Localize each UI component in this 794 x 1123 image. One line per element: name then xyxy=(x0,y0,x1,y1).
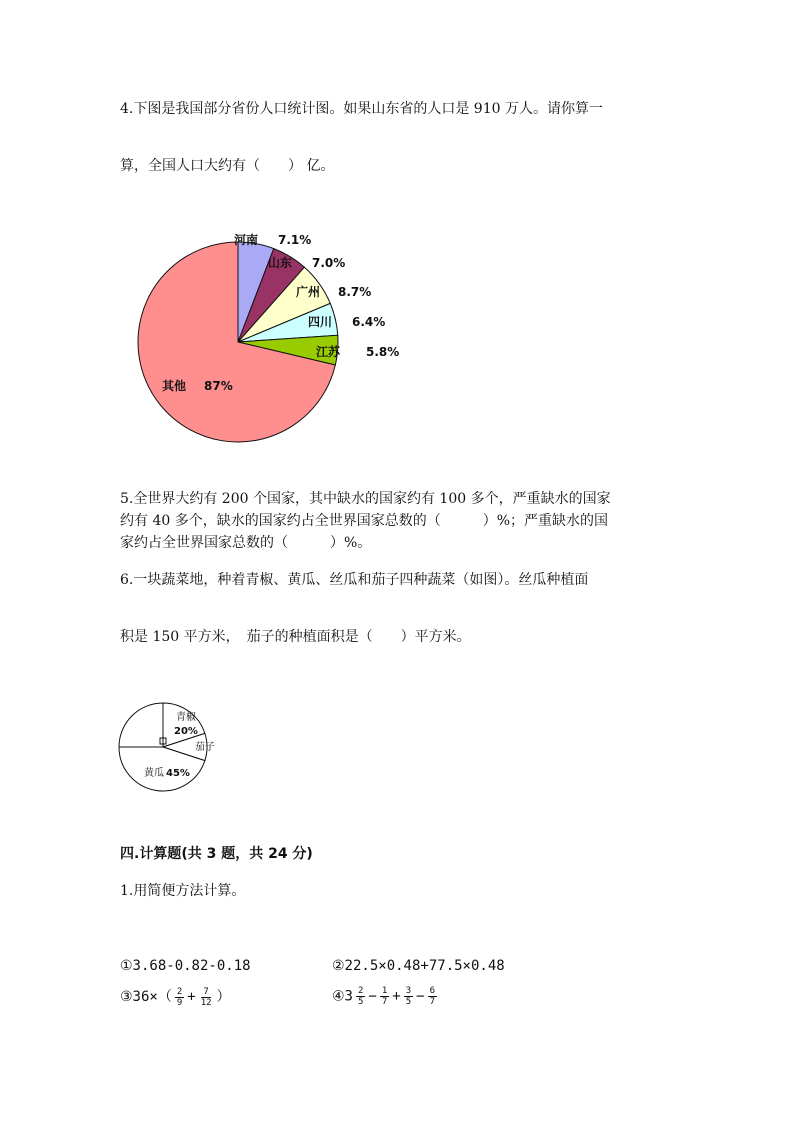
label-henan: 河南 xyxy=(234,233,259,247)
fraction xyxy=(175,987,184,1008)
numerator: 1 xyxy=(381,986,388,996)
numerator: 3 xyxy=(405,986,412,996)
q4-line1: 4.下图是我国部分省份人口统计图。如果山东省的人口是 910 万人。请你算一 xyxy=(120,101,603,117)
calc-item-1: ①3.68-0.82-0.18 xyxy=(120,958,251,974)
label-qiezi: 茄子 xyxy=(195,742,215,753)
calc-item-3 xyxy=(120,986,231,1008)
label-sichuan: 四川 xyxy=(308,315,333,329)
q4-line2: 算，全国人口大约有（ ） 亿。 xyxy=(120,158,335,174)
calc-item-4-prefix: ④3 xyxy=(332,988,353,1005)
fraction xyxy=(428,986,437,1007)
calc-item-3-prefix: ③36×（ xyxy=(120,989,172,1005)
value-qingjiao: 20% xyxy=(174,726,198,737)
q5-line3: 家约占全世界国家总数的（ ）%。 xyxy=(120,535,372,551)
fraction xyxy=(380,986,389,1007)
numerator: 2 xyxy=(176,986,183,997)
section4-heading: 四.计算题(共 3 题，共 24 分) xyxy=(120,846,313,862)
q5-line1: 5.全世界大约有 200 个国家，其中缺水的国家约有 100 多个，严重缺水的国家 xyxy=(120,491,611,507)
label-shandong: 山东 xyxy=(268,256,293,270)
calc-item-3-suffix: ） xyxy=(216,989,231,1005)
label-qingjiao: 青椒 xyxy=(176,712,196,723)
label-guangzhou: 广州 xyxy=(296,285,321,299)
q6-line1: 6.一块蔬菜地，种着青椒、黄瓜、丝瓜和茄子四种蔬菜（如图）。丝瓜种植面 xyxy=(120,572,589,588)
denominator: 12 xyxy=(200,997,212,1008)
label-jiangsu: 江苏 xyxy=(316,345,341,359)
label-huanggua: 黄瓜 xyxy=(144,768,164,779)
numerator: 7 xyxy=(203,986,209,997)
denominator: 7 xyxy=(381,997,388,1007)
numerator: 6 xyxy=(429,986,435,996)
label-other: 其他 xyxy=(162,379,187,393)
operator: + xyxy=(392,988,401,1005)
value-shandong: 7.0% xyxy=(312,256,346,270)
value-sichuan: 6.4% xyxy=(352,315,386,329)
denominator: 7 xyxy=(429,997,435,1007)
population-pie-chart xyxy=(120,222,410,454)
value-huanggua: 45% xyxy=(166,768,190,779)
q5-line2: 约有 40 多个，缺水的国家约占全世界国家总数的（ ）%；严重缺水的国 xyxy=(120,513,609,529)
fraction xyxy=(356,986,365,1007)
section4-q1: 1.用简便方法计算。 xyxy=(120,883,246,899)
value-henan: 7.1% xyxy=(278,233,312,247)
denominator: 9 xyxy=(176,997,183,1008)
operator: − xyxy=(368,988,377,1005)
value-other: 87% xyxy=(204,379,233,393)
calc-item-4 xyxy=(332,986,440,1007)
fraction xyxy=(404,986,413,1007)
value-jiangsu: 5.8% xyxy=(366,345,400,359)
vegetable-slice-3 xyxy=(119,703,163,747)
value-guangzhou: 8.7% xyxy=(338,285,372,299)
operator: + xyxy=(187,989,196,1005)
fraction xyxy=(199,987,214,1008)
denominator: 5 xyxy=(405,997,412,1007)
vegetable-pie-chart xyxy=(118,700,228,796)
denominator: 5 xyxy=(357,997,364,1007)
numerator: 2 xyxy=(357,986,364,996)
q6-line2: 积是 150 平方米， 茄子的种植面积是（ ）平方米。 xyxy=(120,629,471,645)
calc-item-2: ②22.5×0.48+77.5×0.48 xyxy=(332,958,505,974)
operator: − xyxy=(416,988,425,1005)
